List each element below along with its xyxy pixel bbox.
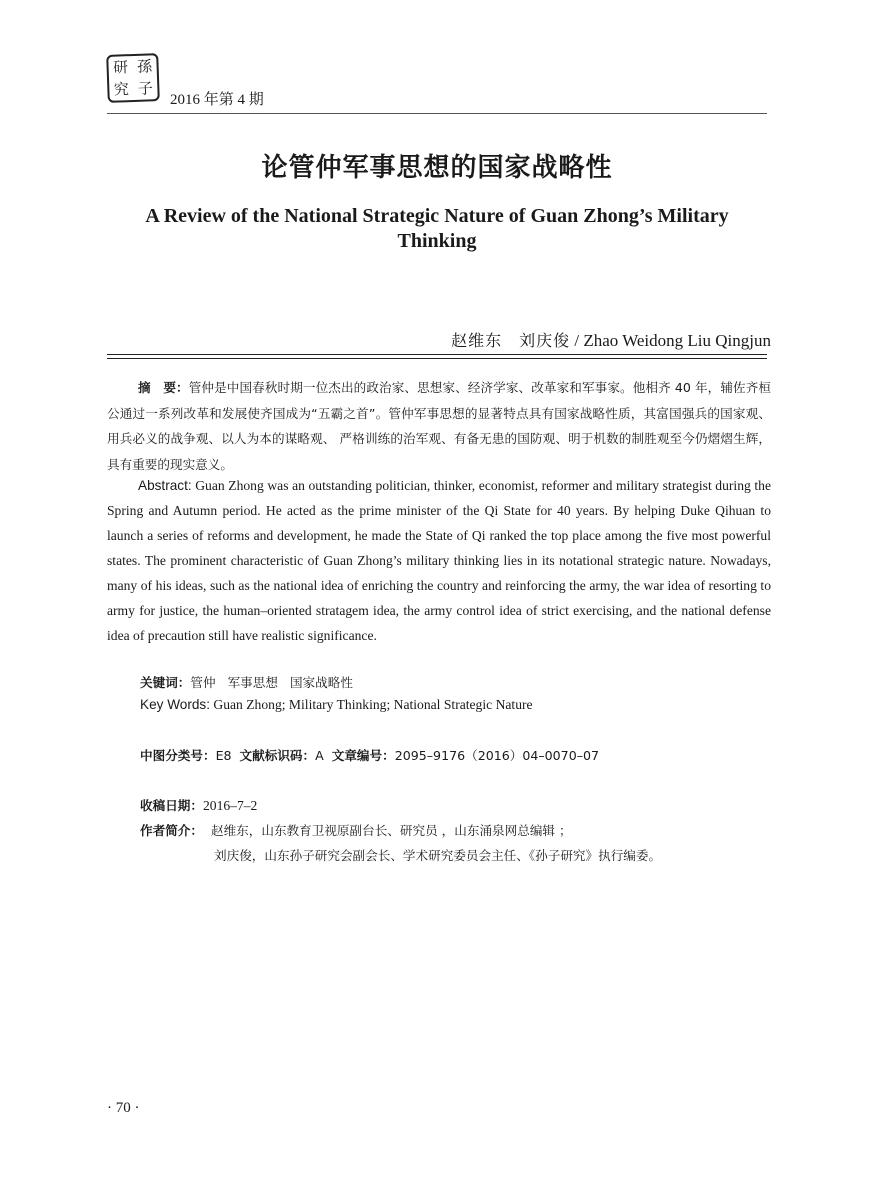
abstract-english-text: Guan Zhong was an outstanding politician, thinker, economist, reformer and military strategist during the Spring and Autumn period. He acted as the prime minister of the Qi State for 40 years. By helping Duke Qihuan to launch a series of reforms and development, he made the State of Qi ranked the top place among the five most powerful states. The prominent characteristic of Guan Zhong’s military thinking lies in its notational strategic nature. Nowadays, many of his ideas, such as the national idea of enriching the country and reinforcing the army, the war idea of resorting to army for justice, the human–oriented stratagem idea, the army control idea of strict exercising, and the national defense idea of precaution still have realistic significance.	[107, 478, 771, 643]
clc-value: E8	[215, 748, 232, 763]
abstract-english	[107, 473, 771, 648]
author-line	[451, 328, 771, 351]
page-number: · 70 ·	[107, 1100, 140, 1116]
article-number-label: 文章编号：	[331, 748, 395, 763]
abstract-chinese-label: 摘 要：	[138, 380, 189, 395]
title-english	[107, 204, 767, 254]
logo-char: 究	[113, 79, 130, 99]
received-date-value: 2016–7–2	[202, 798, 258, 813]
author-divider	[107, 358, 767, 359]
issue-label: 2016 年第 4 期	[170, 92, 264, 108]
header-divider	[107, 113, 767, 114]
doc-code-value: A	[315, 748, 324, 763]
received-date-label: 收稿日期：	[140, 798, 203, 813]
classification-line	[140, 745, 599, 764]
keyword-item: 军事思想	[227, 675, 278, 690]
title-chinese: 论管仲军事思想的国家战略性	[261, 153, 613, 183]
author-names-chinese: 赵维东 刘庆俊	[451, 331, 571, 350]
keywords-chinese	[140, 672, 365, 691]
author-names-english: / Zhao Weidong Liu Qingjun	[570, 331, 771, 350]
keywords-chinese-label: 关键词：	[140, 675, 191, 690]
doc-code-label: 文献标识码：	[239, 748, 316, 763]
article-number-value: 2095–9176（2016）04–0070–07	[394, 748, 600, 763]
received-date	[140, 795, 257, 814]
clc-label: 中图分类号：	[140, 748, 216, 763]
author-profile-line: 刘庆俊，山东孙子研究会副会长、学术研究委员会主任、《孙子研究》执行编委。	[214, 848, 662, 863]
journal-logo	[106, 53, 160, 103]
logo-char: 子	[137, 78, 154, 98]
title-english-line: A Review of the National Strategic Nature of Guan Zhong’s Military	[145, 205, 729, 227]
abstract-english-label: Abstract:	[138, 478, 192, 493]
abstract-chinese	[107, 375, 771, 477]
title-english-line: Thinking	[397, 230, 477, 252]
keywords-english-value: Guan Zhong; Military Thinking; National Strategic Nature	[210, 697, 533, 712]
author-profile-label: 作者简介：	[140, 823, 203, 838]
keyword-item: 管仲	[190, 675, 216, 690]
keyword-item: 国家战略性	[289, 675, 353, 690]
keywords-english	[140, 697, 533, 713]
logo-char: 研	[112, 57, 129, 77]
author-profile-line: 赵维东，山东教育卫视原副台长、研究员 ，山东涌泉网总编辑 ；	[210, 823, 572, 838]
logo-char: 孫	[136, 56, 153, 76]
author-divider	[107, 354, 767, 355]
abstract-chinese-text: 管仲是中国春秋时期一位杰出的政治家、思想家、经济学家、改革家和军事家。他相齐 40 年，辅佐齐桓公通过一系列改革和发展使齐国成为“五霸之首”。管仲军事思想的显著特点具有国家战略性质，其富国强兵的国家观、用兵必义的战争观、以人为本的谋略观、 严格训练的治军观、有备无患的国防观、明于机数的制胜观至今仍熠熠生辉，具有重要的现实意义。	[107, 380, 771, 472]
keywords-english-label: Key Words:	[140, 697, 211, 712]
author-profile	[140, 820, 572, 839]
